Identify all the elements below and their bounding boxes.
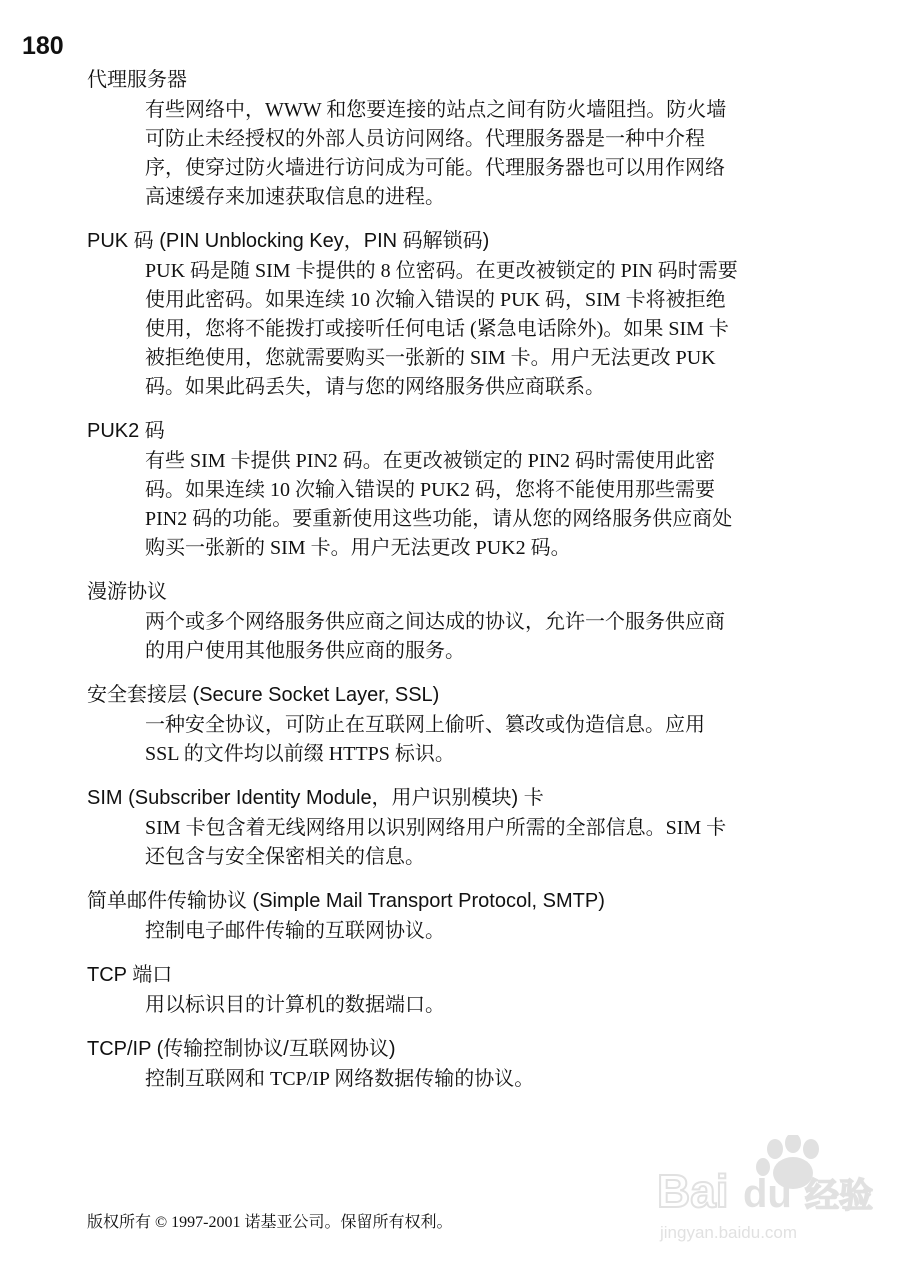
glossary-term: PUK2 码 [87,420,165,442]
definition-line: 有些网络中，WWW 和您要连接的站点之间有防火墙阻挡。防火墙 [145,99,727,121]
glossary-term: 代理服务器 [87,69,187,91]
glossary-entry-sim [87,782,827,872]
definition-line: PIN2 码的功能。要重新使用这些功能，请从您的网络服务供应商处 [145,508,733,530]
definition-line: 有些 SIM 卡提供 PIN2 码。在更改被锁定的 PIN2 码时需使用此密 [145,450,716,472]
svg-text:经验: 经验 [805,1176,873,1216]
glossary-term: 简单邮件传输协议 (Simple Mail Transport Protocol, SMTP) [87,890,605,912]
definition-line: 两个或多个网络服务供应商之间达成的协议，允许一个服务供应商 [145,611,725,633]
page-number: 180 [22,32,64,60]
glossary-term: 漫游协议 [87,581,167,603]
svg-text:Bai: Bai [657,1165,729,1217]
glossary-definition [145,257,810,402]
glossary-definition [145,814,810,872]
glossary-definition [145,96,810,212]
definition-line: 控制电子邮件传输的互联网协议。 [145,920,445,942]
glossary-entry-puk2 [87,415,827,563]
definition-line: 的用户使用其他服务供应商的服务。 [145,640,465,662]
svg-text:du: du [743,1172,792,1216]
glossary-entry-smtp [87,885,827,946]
definition-line: PUK 码是随 SIM 卡提供的 8 位密码。在更改被锁定的 PIN 码时需要 [145,260,738,282]
definition-line: 使用此密码。如果连续 10 次输入错误的 PUK 码，SIM 卡将被拒绝 [145,289,726,311]
copyright-footer: 版权所有 © 1997-2001 诺基亚公司。保留所有权利。 [87,1214,453,1231]
definition-line: SIM 卡包含着无线网络用以识别网络用户所需的全部信息。SIM 卡 [145,817,727,839]
svg-text:jingyan.baidu.com: jingyan.baidu.com [660,1223,798,1242]
definition-line: 使用，您将不能拨打或接听任何电话 (紧急电话除外)。如果 SIM 卡 [145,318,729,340]
glossary-term: SIM (Subscriber Identity Module，用户识别模块) 卡 [87,787,544,809]
glossary-list [87,64,827,1107]
definition-line: 序，使穿过防火墙进行访问成为可能。代理服务器也可以用作网络 [145,157,725,179]
definition-line: 购买一张新的 SIM 卡。用户无法更改 PUK2 码。 [145,537,571,559]
definition-line: SSL 的文件均以前缀 HTTPS 标识。 [145,743,455,765]
glossary-entry-roaming [87,576,827,666]
glossary-term: TCP 端口 [87,964,173,986]
paw-icon [655,1135,885,1250]
glossary-definition [145,991,810,1020]
glossary-entry-proxy-server [87,64,827,212]
glossary-definition [145,447,810,563]
glossary-definition [145,608,810,666]
definition-line: 用以标识目的计算机的数据端口。 [145,994,445,1016]
glossary-term: 安全套接层 (Secure Socket Layer, SSL) [87,684,440,706]
definition-line: 控制互联网和 TCP/IP 网络数据传输的协议。 [145,1068,535,1090]
definition-line: 码。如果连续 10 次输入错误的 PUK2 码，您将不能使用那些需要 [145,479,716,501]
glossary-definition [145,711,810,769]
glossary-term: TCP/IP (传输控制协议/互联网协议) [87,1038,396,1060]
glossary-term: PUK 码 (PIN Unblocking Key，PIN 码解锁码) [87,230,490,252]
definition-line: 一种安全协议，可防止在互联网上偷听、篡改或伪造信息。应用 [145,714,705,736]
glossary-entry-tcp-ip [87,1033,827,1094]
definition-line: 高速缓存来加速获取信息的进程。 [145,186,445,208]
definition-line: 码。如果此码丢失，请与您的网络服务供应商联系。 [145,376,605,398]
baidu-jingyan-watermark [655,1135,885,1250]
glossary-definition [145,1065,810,1094]
definition-line: 被拒绝使用，您就需要购买一张新的 SIM 卡。用户无法更改 PUK [145,347,716,369]
glossary-entry-puk [87,225,827,402]
definition-line: 可防止未经授权的外部人员访问网络。代理服务器是一种中介程 [145,128,705,150]
glossary-definition [145,917,810,946]
definition-line: 还包含与安全保密相关的信息。 [145,846,425,868]
glossary-entry-ssl [87,679,827,769]
glossary-entry-tcp-port [87,959,827,1020]
